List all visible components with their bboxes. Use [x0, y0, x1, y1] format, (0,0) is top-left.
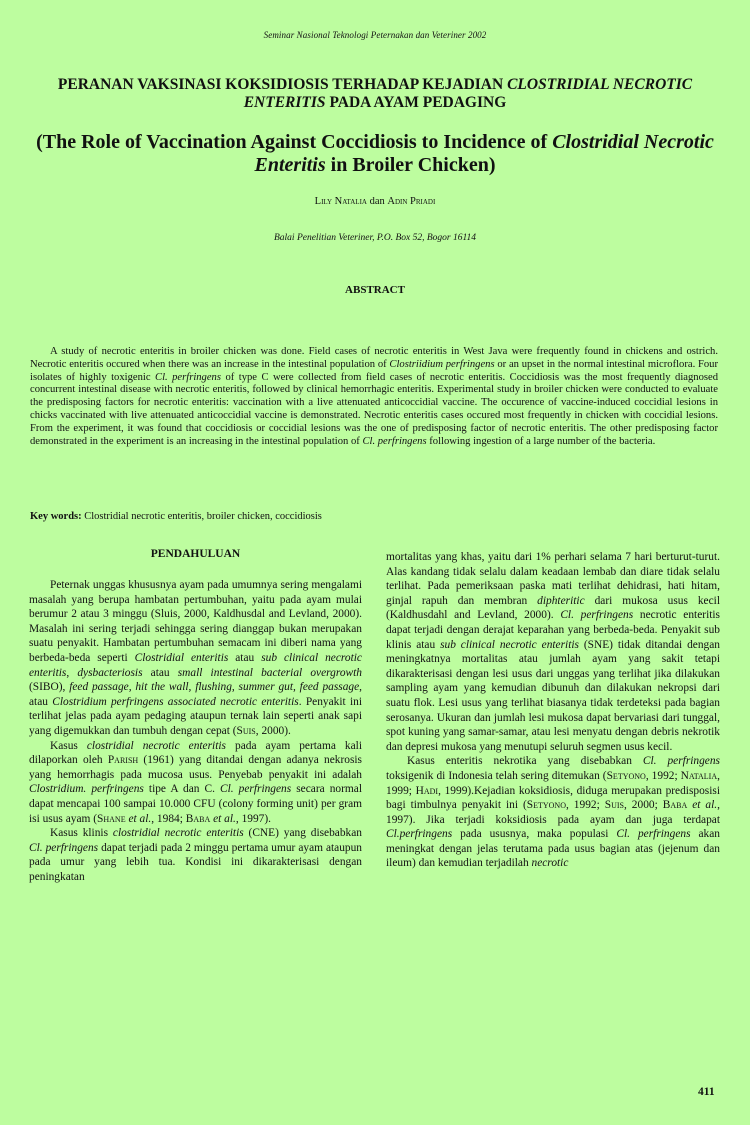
keywords: Key words: Clostridial necrotic enteritis, broiler chicken, coccidiosis	[30, 511, 322, 522]
keywords-label: Key words:	[30, 511, 82, 522]
abstract-text: A study of necrotic enteritis in broiler chicken was done. Field cases of necrotic enteritis in West Java were frequently found in chickens and ostrich. Necrotic enteritis occured when there was an increase in the intestinal population of Clostriidium perfringens or an upset in the normal intestinal microflora. Four isolates of highly toxigenic Cl. perfringens of type C were collected from field cases of necrotic enteritis. Coccidiosis was the most frequently diagnosed concurrent intestinal disease with necrotic enteritis, followed by clinical hemorrhagic enteritis. Experimental study in broiler chicken were conducted to evaluate the predisposing factors for necrotic enteritis: vaccination with a live attenuated anticoccidial vaccine. The occurence of vaccine-induced coccidial lesions in chicks vaccinated with live attenuated anticoccidial vaccine is demonstrated. Necrotic enteritis cases occured most frequently in chicken with coccidial lesions. From the experiment, it was found that coccidiosis or coccidial lesions was the one of predisposing factor of necrotic enteritis. The other predisposing factor demonstrated in the experiment is an increasing in the intestinal population of Cl. perfringens following ingestion of a large number of the bacteria.	[30, 346, 719, 447]
section-heading: PENDAHULUAN	[150, 548, 241, 560]
affiliation: Balai Penelitian Veteriner, P.O. Box 52, Bogor 16114	[273, 233, 477, 243]
paragraph-2: Kasus clostridial necrotic enteritis pada ayam pertama kali dilaporkan oleh Parish (1961) yang ditandai dengan adanya nekrosis yang hemorrhagis pada mucosa usus. Penyebab penyakit ini adalah Clostridium. perfringens tipe A dan C. Cl. perfringens secara normal dapat mencapai 100 sampai 10.000 CFU (colony forming unit) per gram isi usus ayam (Shane et al., 1984; Baba et al., 1997).	[29, 739, 363, 825]
title-indonesian: PERANAN VAKSINASI KOKSIDIOSIS TERHADAP KEJADIAN CLOSTRIDIAL NECROTIC ENTERITIS PADA AYAM PEDAGING	[57, 76, 693, 111]
paragraph-1: Peternak unggas khususnya ayam pada umumnya sering mengalami masalah yang berupa hambatan pertumbuhan, yaitu pada ayam mulai berumur 2 atau 3 minggu (Sluis, 2000, Kaldhusdal and Levland, 2000). Masalah ini sering terjadi sehingga sering dianggap bukan merupakan suatu penyakit. Hambatan pertumbuhan semacam ini diberi nama yang berbeda-beda seperti Clostridial enteritis atau sub clinical necrotic enteritis, dysbacteriosis atau small intestinal bacterial overgrowth (SIBO), feed passage, hit the wall, flushing, summer gut, feed passage, atau Clostridium perfringens associated necrotic enteritis. Penyakit ini terlihat jelas pada ayam pedaging ataupun ternak lain seperti anak sapi yang digemukkan dan tumbuh dengan cepat (Suis, 2000).	[29, 579, 363, 737]
author-2: Adin Priadi	[387, 196, 436, 207]
paragraph-3: Kasus klinis clostridial necrotic enteritis (CNE) yang disebabkan Cl. perfringens dapat terjadi pada 2 minggu pertama umur ayam ataupun pada umur yang lebih tua. Kondisi ini dikarakterisasi dengan peningkatan	[29, 827, 363, 883]
author-1: Lily Natalia	[314, 196, 367, 207]
title-english: (The Role of Vaccination Against Coccidiosis to Incidence of Clostridial Necrotic Enteritis in Broiler Chicken)	[36, 131, 714, 176]
left-column	[29, 548, 362, 884]
paragraph-5: Kasus enteritis nekrotika yang disebabkan Cl. perfringens toksigenik di Indonesia telah sering ditemukan (Setyono, 1992; Natalia, 1999; Hadi, 1999).Kejadian koksidiosis, diduga merupakan predisposisi bagi timbulnya penyakit ini (Setyono, 1992; Suis, 2000; Baba et al., 1997). Jika terjadi koksidiosis pada ayam dan juga terdapat Cl.perfringens pada ususnya, maka populasi Cl. perfringens akan meningkat dengan jelas terutama pada usus bagian atas (jejenum dan ileum) dan kemudian terjadilah necrotic	[386, 755, 721, 870]
paragraph-4: mortalitas yang khas, yaitu dari 1% perhari selama 7 hari berturut-turut. Alas kandang tidak selalu dalam keadaan lembab dan diare tidak selalu terlihat. Pada pemeriksaan paska mati terlihat dehidrasi, hati hitam, ginjal rapuh dan membran diphteritic dari mukosa usus kecil (Kaldhusdahl and Levland, 2000). Cl. perfringens necrotic enteritis dapat terjadi dengan derajat keparahan yang berbeda-beda. Penyakit sub klinis atau sub clinical necrotic enteritis (SNE) tidak ditandai dengan meningkatnya mortalitas atau jumlah ayam yang sakit tetapi dikarakterisasi dengan lesi usus dari unggas yang terlihat jika dilakukan sampling ayam yang kemudian dibunuh dan dilakukan nekropsi dari suatu flok. Lesi usus yang terlihat biasanya tidak terdeteksi pada bagian serosanya. Ukuran dan jumlah lesi mukosa dapat bervariasi dari tunggal, spot kuning yang samar-samar, atau lesi menyatu dengan debris nekrotik dan depresi mukosa yang menutupi seluruh segmen usus kecil.	[386, 551, 720, 753]
running-header: Seminar Nasional Teknologi Peternakan dan Veteriner 2002	[263, 30, 487, 40]
page-number: 411	[698, 1086, 715, 1098]
right-column	[386, 550, 720, 871]
abstract-heading: ABSTRACT	[345, 284, 405, 296]
author-line: Lily Natalia dan Adin Priadi	[314, 196, 436, 207]
